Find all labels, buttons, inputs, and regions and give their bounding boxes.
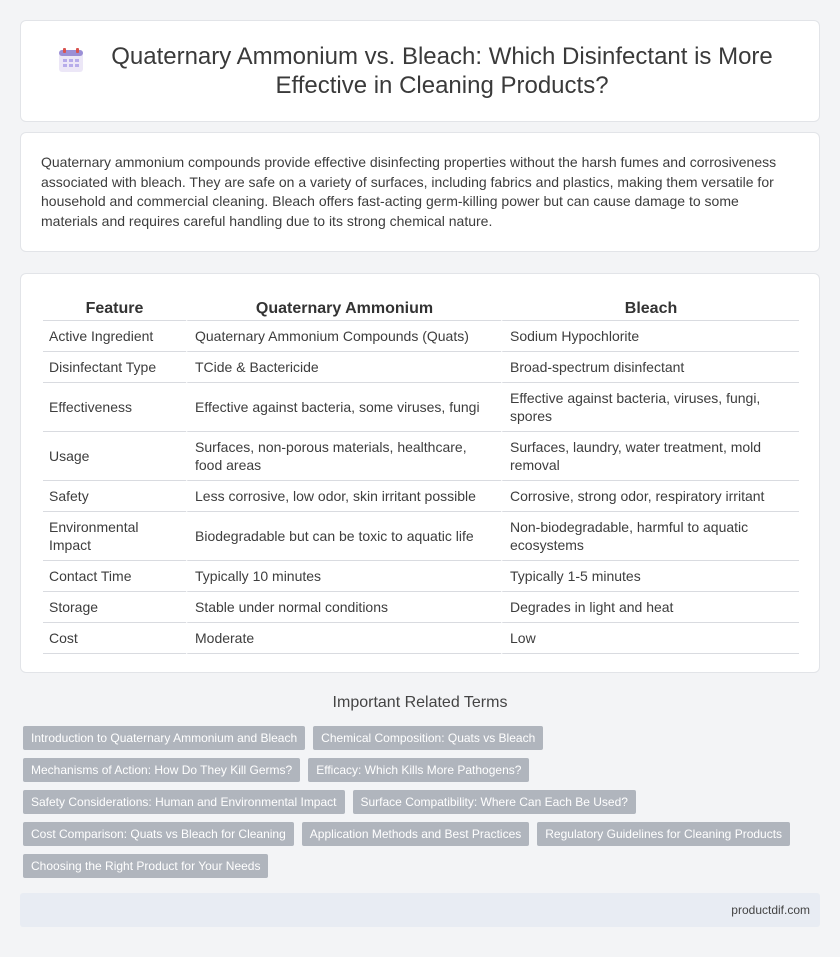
related-tag[interactable]: Efficacy: Which Kills More Pathogens? [308, 758, 529, 782]
bleach-cell: Broad-spectrum disinfectant [501, 352, 799, 383]
intro-paragraph: Quaternary ammonium compounds provide effective disinfecting properties without the harsh fumes and corrosiveness associated with bleach. They are safe on a variety of surfaces, including fabrics and plastics, making them versatile for household and commercial cleaning. Bleach offers fast-acting germ-killing power but can cause damage to some materials and requires careful handling due to its strong chemical nature. [41, 154, 777, 229]
bleach-cell: Non-biodegradable, harmful to aquatic ecosystems [501, 512, 799, 561]
comparison-table [43, 294, 799, 654]
bleach-cell: Typically 1-5 minutes [501, 561, 799, 592]
bleach-cell: Low [501, 623, 799, 654]
table-row [43, 352, 799, 383]
intro-card [20, 132, 820, 252]
footer-site[interactable]: productdif.com [731, 903, 810, 917]
quats-cell: Moderate [186, 623, 501, 654]
feature-cell: Contact Time [43, 561, 186, 592]
bleach-cell: Corrosive, strong odor, respiratory irritant [501, 481, 799, 512]
related-tag[interactable]: Mechanisms of Action: How Do They Kill Germs? [23, 758, 300, 782]
quats-cell: Biodegradable but can be toxic to aquatic life [186, 512, 501, 561]
feature-cell: Storage [43, 592, 186, 623]
calendar-grid-icon [58, 47, 84, 73]
quats-cell: Quaternary Ammonium Compounds (Quats) [186, 321, 501, 352]
table-row [43, 481, 799, 512]
bleach-cell: Sodium Hypochlorite [501, 321, 799, 352]
quats-cell: TCide & Bactericide [186, 352, 501, 383]
related-tag[interactable]: Surface Compatibility: Where Can Each Be Used? [353, 790, 636, 814]
related-tag[interactable]: Safety Considerations: Human and Environmental Impact [23, 790, 345, 814]
related-tag[interactable]: Regulatory Guidelines for Cleaning Products [537, 822, 790, 846]
related-tags [23, 726, 823, 886]
quats-cell: Effective against bacteria, some viruses, fungi [186, 383, 501, 432]
header-bleach: Bleach [501, 294, 799, 321]
header-quaternary-ammonium: Quaternary Ammonium [186, 294, 501, 321]
related-tag[interactable]: Introduction to Quaternary Ammonium and Bleach [23, 726, 305, 750]
table-row [43, 512, 799, 561]
feature-cell: Cost [43, 623, 186, 654]
related-tag[interactable]: Application Methods and Best Practices [302, 822, 529, 846]
table-row [43, 592, 799, 623]
feature-cell: Usage [43, 432, 186, 481]
feature-cell: Disinfectant Type [43, 352, 186, 383]
table-row [43, 561, 799, 592]
feature-cell: Environmental Impact [43, 512, 186, 561]
table-row [43, 383, 799, 432]
feature-cell: Effectiveness [43, 383, 186, 432]
related-tag[interactable]: Chemical Composition: Quats vs Bleach [313, 726, 543, 750]
related-tag[interactable]: Cost Comparison: Quats vs Bleach for Cleaning [23, 822, 294, 846]
bleach-cell: Effective against bacteria, viruses, fungi, spores [501, 383, 799, 432]
feature-cell: Safety [43, 481, 186, 512]
quats-cell: Typically 10 minutes [186, 561, 501, 592]
footer [20, 893, 820, 927]
table-row [43, 623, 799, 654]
bleach-cell: Surfaces, laundry, water treatment, mold removal [501, 432, 799, 481]
related-tag[interactable]: Choosing the Right Product for Your Needs [23, 854, 268, 878]
quats-cell: Surfaces, non-porous materials, healthcare, food areas [186, 432, 501, 481]
feature-cell: Active Ingredient [43, 321, 186, 352]
quats-cell: Less corrosive, low odor, skin irritant possible [186, 481, 501, 512]
table-row [43, 432, 799, 481]
page-title: Quaternary Ammonium vs. Bleach: Which Disinfectant is More Effective in Cleaning Products? [111, 43, 773, 99]
header [58, 42, 782, 100]
related-terms-heading: Important Related Terms [332, 694, 508, 711]
table-row [43, 321, 799, 352]
bleach-cell: Degrades in light and heat [501, 592, 799, 623]
comparison-card [20, 273, 820, 673]
header-card [20, 20, 820, 122]
quats-cell: Stable under normal conditions [186, 592, 501, 623]
header-feature: Feature [43, 294, 186, 321]
